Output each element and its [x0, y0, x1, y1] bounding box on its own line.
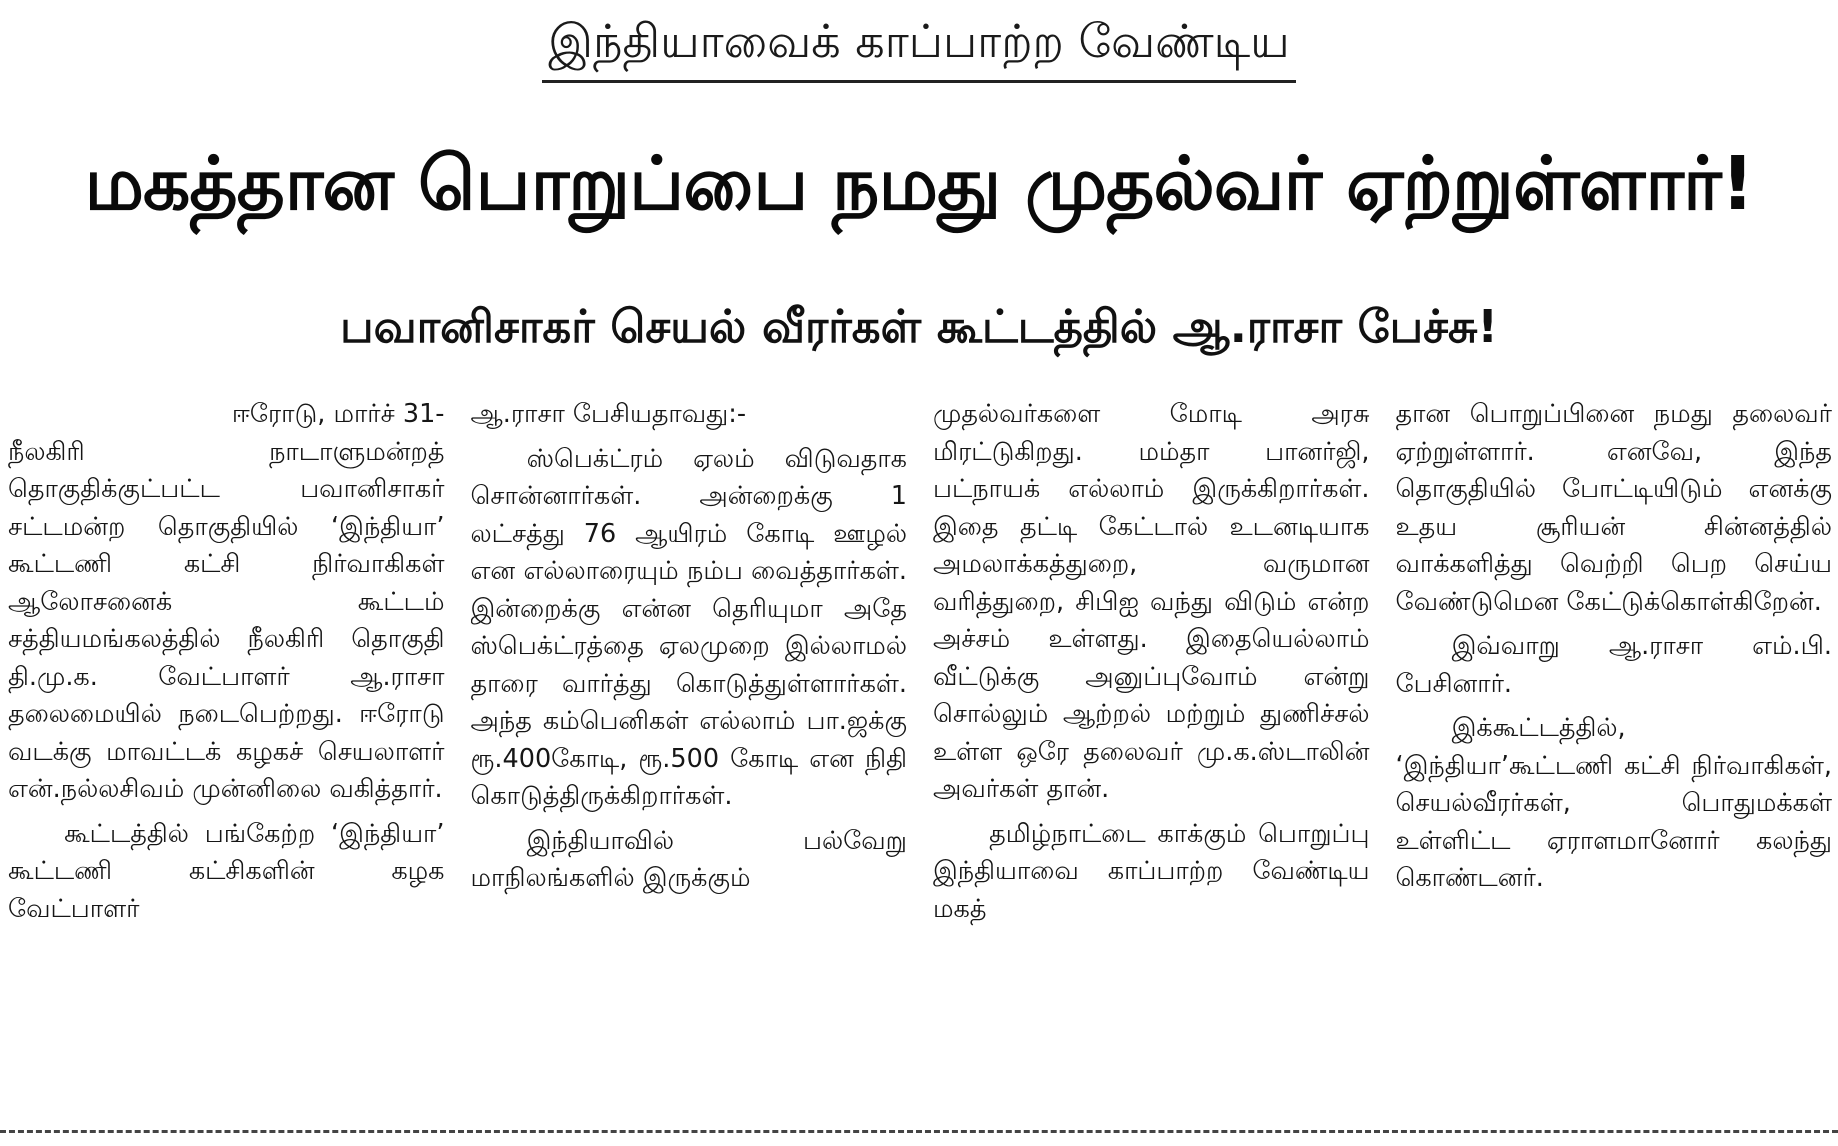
- article-paragraph: ஸ்பெக்ட்ரம் ஏலம் விடுவதாக சொன்னார்கள். அன்றைக்கு 1 லட்சத்து 76 ஆயிரம் கோடி ஊழல் என எல்லாரையும் நம்ப வைத்தார்கள். இன்றைக்கு என்ன தெரியுமா அதே ஸ்பெக்ட்ரத்தை ஏலமுறை இல்லாமல் தாரை வார்த்து கொடுத்துள்ளார்கள். அந்த கம்பெனிகள் எல்லாம் பா.ஜக்கு ரூ.400கோடி, ரூ.500 கோடி என நிதி கொடுத்திருக்கிறார்கள்.: [470, 443, 907, 811]
- dateline: ஈரோடு, மார்ச் 31-: [231, 399, 445, 429]
- article-paragraph: தமிழ்நாட்டை காக்கும் பொறுப்பு இந்தியாவை காப்பாற்ற வேண்டிய மகத்: [933, 818, 1370, 924]
- article-paragraph: முதல்வர்களை மோடி அரசு மிரட்டுகிறது. மம்தா பானர்ஜி, பட்நாயக் எல்லாம் இருக்கிறார்கள். இதை தட்டி கேட்டால் உடனடியாக அமலாக்கத்துறை, வருமான வரித்துறை, சிபிஐ வந்து விடும் என்ற அச்சம் உள்ளது. இதையெல்லாம் வீட்டுக்கு அனுப்புவோம் என்று சொல்லும் ஆற்றல் மற்றும் துணிச்சல் உள்ள ஒரே தலைவர் மு.க.ஸ்டாலின் அவர்கள் தான்.: [933, 399, 1370, 804]
- article-column-1: [8, 396, 445, 1110]
- article-paragraph: நீலகிரி நாடாளுமன்றத் தொகுதிக்குட்பட்ட பவானிசாகர் சட்டமன்ற தொகுதியில் ‘இந்தியா’ கூட்டணி கட்சி நிர்வாகிகள் ஆலோசனைக் கூட்டம் சத்தியமங்கலத்தில் நீலகிரி தொகுதி தி.மு.க. வேட்பாளர் ஆ.ராசா தலைமையில் நடைபெற்றது. ஈரோடு வடக்கு மாவட்டக் கழகச் செயலாளர் என்.நல்லசிவம் முன்னிலை வகித்தார்.: [8, 436, 445, 804]
- dashed-divider: [0, 1130, 1838, 1133]
- article-paragraph: இக்கூட்டத்தில், ‘இந்தியா’கூட்டணி கட்சி நிர்வாகிகள், செயல்வீரர்கள், பொதுமக்கள் உள்ளிட்ட ஏராளமானோர் கலந்து கொண்டனர்.: [1395, 713, 1832, 893]
- article-paragraph: ஆ.ராசா பேசியதாவது:-: [470, 399, 747, 429]
- article-paragraph: கூட்டத்தில் பங்கேற்ற ‘இந்தியா’ கூட்டணி கட்சிகளின் கழக வேட்பாளர்: [8, 818, 445, 924]
- article-body: [8, 396, 1832, 1110]
- article-paragraph: இந்தியாவில் பல்வேறு மாநிலங்களில் இருக்கும்: [470, 825, 907, 893]
- article-paragraph: தான பொறுப்பினை நமது தலைவர் ஏற்றுள்ளார். எனவே, இந்த தொகுதியில் போட்டியிடும் எனக்கு உதய சூரியன் சின்னத்தில் வாக்களித்து வெற்றி பெற செய்ய வேண்டுமென கேட்டுக்கொள்கிறேன்.: [1395, 399, 1832, 617]
- kicker-container: [0, 6, 1838, 83]
- kicker-text: இந்தியாவைக் காப்பாற்ற வேண்டிய: [542, 6, 1295, 83]
- subheadline: பவானிசாகர் செயல் வீரர்கள் கூட்டத்தில் ஆ.ராசா பேச்சு!: [340, 300, 1498, 353]
- article-column-2: [471, 396, 908, 1110]
- article-paragraph: இவ்வாறு ஆ.ராசா எம்.பி. பேசினார்.: [1395, 631, 1832, 699]
- article-column-4: [1396, 396, 1833, 1110]
- headline: மகத்தான பொறுப்பை நமது முதல்வர் ஏற்றுள்ளார்!: [84, 141, 1754, 227]
- article-column-3: [933, 396, 1370, 1110]
